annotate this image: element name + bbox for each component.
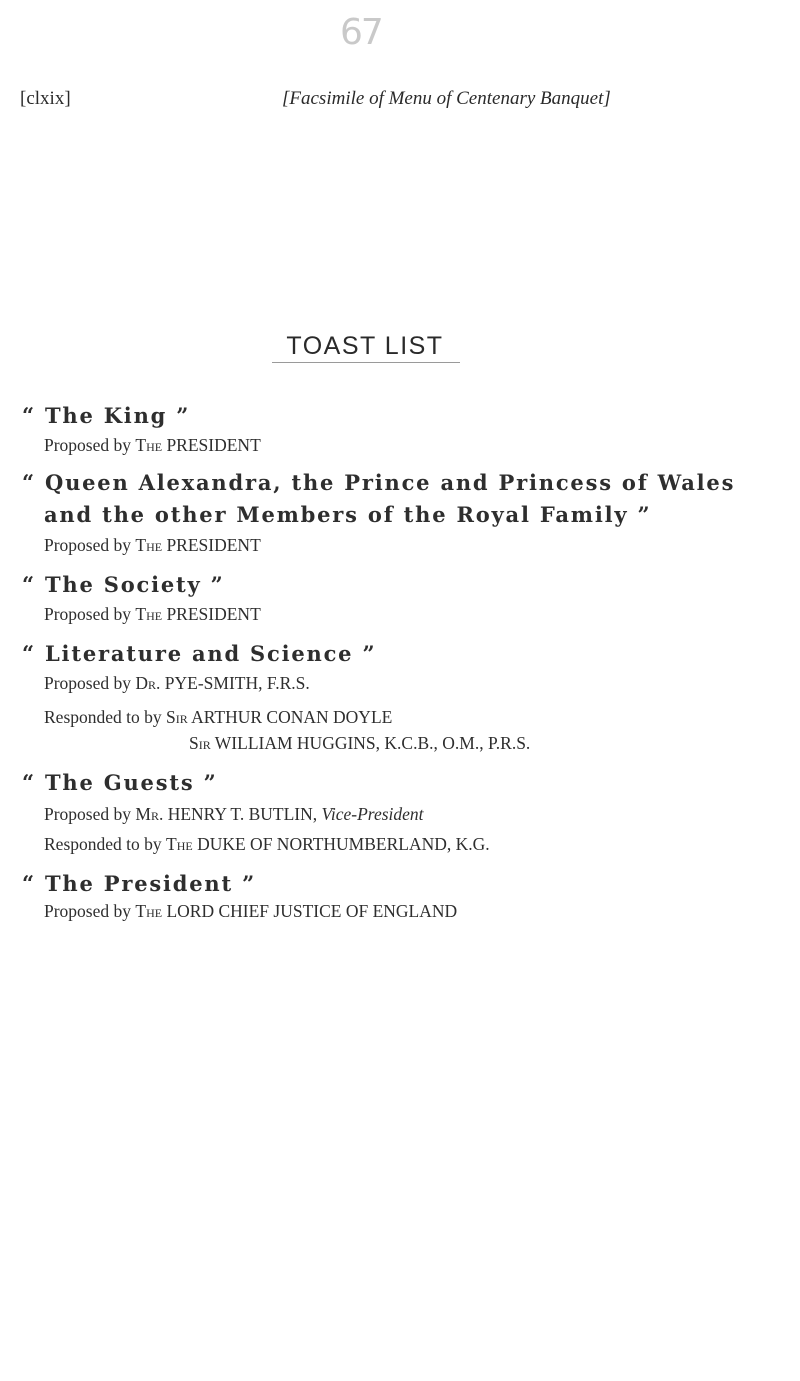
toast-title-royal-family: “ Queen Alexandra, the Prince and Princess of Wales (22, 470, 736, 495)
toast-proposer: Proposed by The PRESIDENT (44, 535, 261, 555)
toast-title-guests: “ The Guests ” (22, 770, 218, 795)
toast-responder-second: Sir WILLIAM HUGGINS, K.C.B., O.M., P.R.S. (189, 733, 531, 753)
toast-responder: Responded to by The DUKE OF NORTHUMBERLAND, K.G. (44, 834, 490, 854)
toast-title-royal-family-cont: and the other Members of the Royal Family ” (44, 502, 652, 527)
page-title: TOAST LIST (286, 332, 444, 360)
toast-proposer: Proposed by The LORD CHIEF JUSTICE OF ENGLAND (44, 901, 458, 921)
page-number: [clxix] (20, 88, 71, 109)
handwritten-page-annotation: 67 (340, 12, 382, 53)
toast-responder: Responded to by Sir ARTHUR CONAN DOYLE (44, 707, 393, 727)
toast-proposer: Proposed by The PRESIDENT (44, 435, 261, 455)
toast-proposer: Proposed by The PRESIDENT (44, 604, 261, 624)
toast-proposer: Proposed by Dr. PYE-SMITH, F.R.S. (44, 673, 310, 693)
toast-title-society: “ The Society ” (22, 572, 225, 597)
title-underline (272, 362, 460, 363)
page-caption: [Facsimile of Menu of Centenary Banquet] (282, 88, 611, 109)
toast-proposer: Proposed by Mr. HENRY T. BUTLIN, Vice-President (44, 804, 424, 824)
toast-title-literature-science: “ Literature and Science ” (22, 641, 377, 666)
toast-title-president: “ The President ” (22, 871, 256, 896)
toast-title-king: “ The King ” (22, 403, 191, 428)
